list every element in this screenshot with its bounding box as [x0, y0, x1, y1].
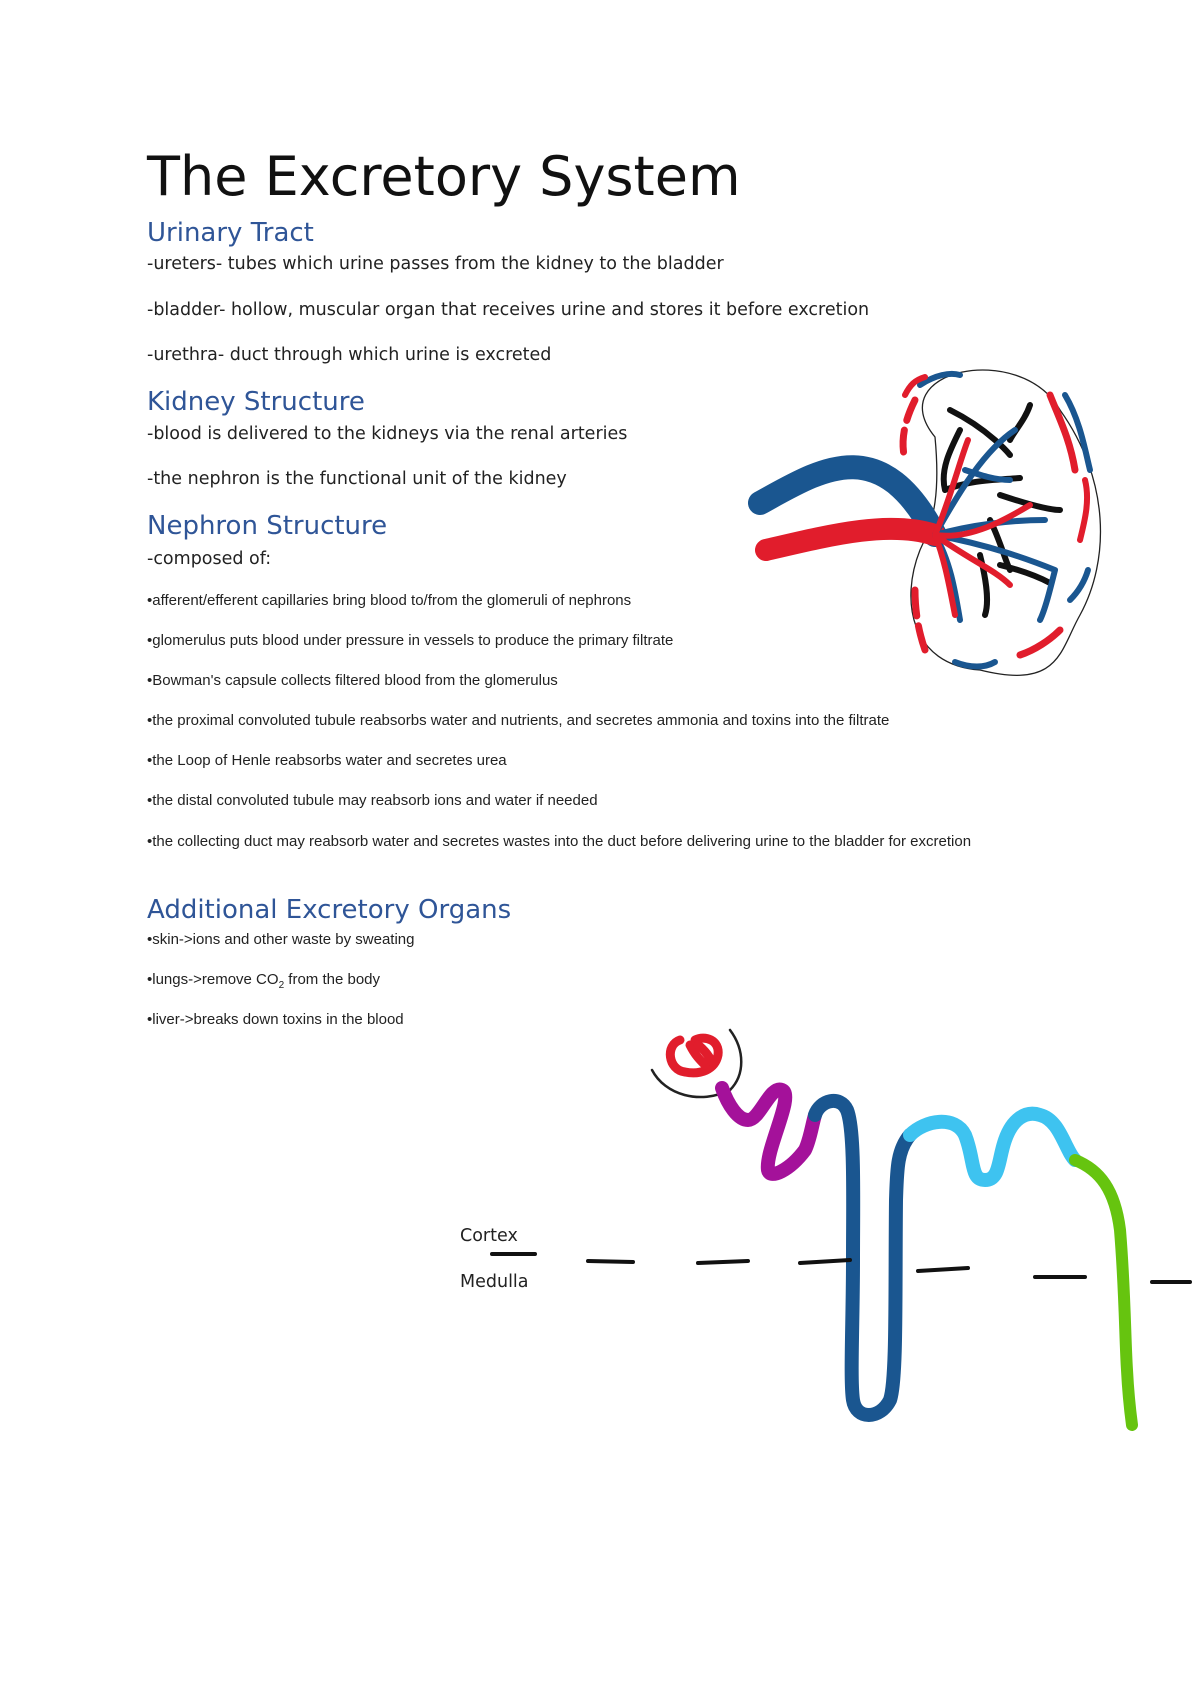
bowmans-capsule: [652, 1070, 730, 1097]
loop-of-henle: [815, 1101, 910, 1415]
border-red-bottom: [915, 590, 925, 650]
urinary-item-urethra: -urethra- duct through which urine is excreted: [147, 345, 552, 365]
distal-tubule: [910, 1114, 1075, 1180]
bowmans-capsule-right: [730, 1030, 741, 1090]
nephron-item-proximal: •the proximal convoluted tubule reabsorbs water and nutrients, and secretes ammonia and toxins into the filtrate: [147, 712, 890, 729]
border-blue-bottom: [955, 662, 995, 667]
red-branches: [935, 440, 1030, 615]
heading-urinary-tract: Urinary Tract: [147, 218, 314, 248]
page-title: The Excretory System: [147, 145, 741, 208]
nephron-item-loop-henle: •the Loop of Henle reabsorbs water and secretes urea: [147, 752, 507, 769]
collecting-duct: [1075, 1160, 1132, 1425]
heading-additional-organs: Additional Excretory Organs: [147, 895, 512, 925]
border-blue-right: [1065, 395, 1090, 470]
black-branches: [944, 405, 1060, 615]
kidney-item-nephron: -the nephron is the functional unit of the kidney: [147, 469, 567, 489]
nephron-item-glomerulus: •glomerulus puts blood under pressure in vessels to produce the primary filtrate: [147, 632, 674, 649]
border-red-bottom-right: [1020, 630, 1060, 655]
glomerulus: [670, 1038, 718, 1073]
heading-nephron-structure: Nephron Structure: [147, 511, 388, 541]
lungs-text-after: from the body: [284, 971, 381, 988]
nephron-item-capillaries: •afferent/efferent capillaries bring blood to/from the glomeruli of nephrons: [147, 592, 632, 609]
nephron-item-collecting: •the collecting duct may reabsorb water and secretes wastes into the duct before delivering urine to the bladder for excretion: [147, 833, 972, 850]
kidney-item-blood: -blood is delivered to the kidneys via the renal arteries: [147, 424, 628, 444]
renal-artery: [766, 529, 935, 550]
border-red-right-low: [1080, 480, 1087, 540]
blue-branches: [935, 430, 1055, 620]
nephron-item-bowmans: •Bowman's capsule collects filtered blood from the glomerulus: [147, 672, 558, 689]
lungs-text-before: •lungs->remove CO: [147, 971, 279, 988]
border-red-top: [905, 377, 925, 395]
urinary-item-bladder: -bladder- hollow, muscular organ that receives urine and stores it before excretion: [147, 300, 870, 320]
kidney-outline: [911, 370, 1101, 675]
additional-item-skin: •skin->ions and other waste by sweating: [147, 931, 415, 948]
lungs-subscript: 2: [278, 980, 285, 991]
nephron-item-distal: •the distal convoluted tubule may reabsorb ions and water if needed: [147, 792, 598, 809]
label-cortex: Cortex: [460, 1226, 518, 1246]
additional-item-liver: •liver->breaks down toxins in the blood: [147, 1011, 404, 1028]
additional-item-lungs: [147, 971, 380, 991]
border-blue-top: [920, 374, 960, 385]
border-red-left: [903, 400, 915, 460]
renal-vein: [760, 467, 935, 535]
proximal-tubule: [722, 1088, 815, 1174]
cortex-medulla-divider: [492, 1254, 1190, 1282]
border-blue-bottom-right: [1070, 570, 1088, 600]
border-red-right: [1050, 395, 1075, 470]
nephron-intro: -composed of:: [147, 549, 272, 569]
heading-kidney-structure: Kidney Structure: [147, 387, 365, 417]
label-medulla: Medulla: [460, 1272, 529, 1292]
urinary-item-ureters: -ureters- tubes which urine passes from the kidney to the bladder: [147, 254, 724, 274]
